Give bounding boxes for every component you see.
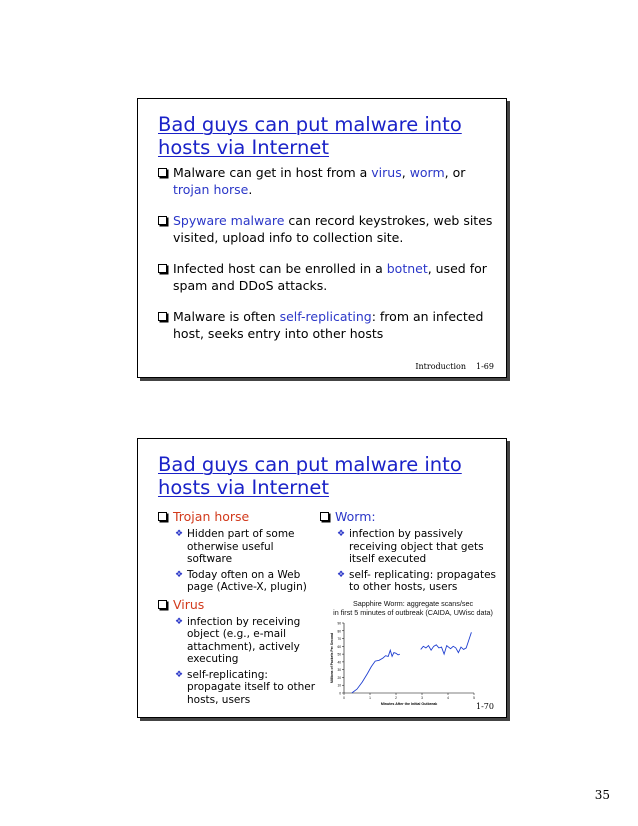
slide-1-70	[137, 438, 507, 718]
sub-list	[335, 528, 503, 594]
y-tick-label: 0	[339, 691, 341, 696]
right-column	[318, 509, 503, 597]
checkbox-bullet-icon	[158, 216, 167, 225]
footer-label: Introduction	[415, 362, 467, 371]
y-tick-label: 30	[337, 668, 341, 673]
topic-heading: Trojan horse	[173, 509, 250, 524]
bullet-item	[156, 165, 501, 198]
bullet-item	[156, 213, 501, 246]
bullet-list	[156, 165, 501, 357]
diamond-bullet-icon: ❖	[337, 529, 346, 539]
checkbox-bullet-icon	[320, 512, 329, 521]
bullet-text: virus	[371, 165, 402, 180]
y-axis-label: Millions of Packets Per Second	[330, 632, 334, 684]
topic-heading: Virus	[173, 596, 205, 612]
bullet-item	[156, 261, 501, 294]
sub-list	[173, 528, 316, 594]
diamond-bullet-icon: ❖	[175, 569, 184, 580]
sub-text: infection by receiving object (e.g., e-mail attachment), actively executing	[187, 615, 301, 665]
sub-text: Hidden part of some otherwise useful software	[187, 528, 295, 565]
checkbox-bullet-icon	[158, 600, 167, 609]
y-tick-label: 40	[337, 660, 341, 665]
sub-item	[173, 528, 316, 566]
bullet-text: Malware can get in host from a	[173, 165, 372, 180]
bullet-text: can record keystrokes, web sites visited, upload info to collection site.	[173, 213, 493, 245]
left-column	[156, 509, 316, 709]
bullet-text: worm	[409, 165, 445, 180]
x-tick-label: 4	[447, 696, 449, 700]
x-tick-label: 0	[343, 696, 345, 700]
sapphire-worm-chart	[324, 599, 502, 719]
diamond-bullet-icon: ❖	[337, 569, 346, 580]
checkbox-bullet-icon	[158, 312, 167, 321]
scan-rate-series-line	[352, 650, 400, 693]
sub-text: infection by passively receiving object that gets itself executed	[349, 528, 484, 565]
topic-item	[318, 509, 503, 594]
y-tick-label: 80	[337, 629, 341, 634]
sub-list	[173, 616, 316, 707]
footer-page: 1-70	[476, 702, 494, 711]
bullet-text: botnet	[386, 261, 428, 276]
x-axis-label: Minutes After the Initial Outbreak	[380, 702, 438, 706]
sub-item	[173, 616, 316, 666]
slide-footer	[405, 362, 494, 371]
bullet-text: , used for spam and DDoS attacks.	[173, 261, 487, 293]
x-tick-label: 1	[369, 696, 371, 700]
footer-page: 1-69	[476, 362, 494, 371]
bullet-text: Spyware malware	[173, 213, 285, 228]
checkbox-bullet-icon	[158, 512, 167, 521]
bullet-text: .	[248, 181, 253, 197]
slide-1-69	[137, 98, 507, 378]
y-tick-label: 50	[337, 652, 341, 657]
bullet-item	[156, 309, 501, 342]
chart-subtitle: in first 5 minutes of outbreak (CAIDA, UWisc data)	[333, 608, 493, 617]
sub-item	[335, 569, 503, 594]
x-tick-label: 5	[473, 696, 475, 700]
x-tick-label: 2	[395, 696, 397, 700]
bullet-text: self-replicating	[279, 309, 372, 324]
diamond-bullet-icon: ❖	[175, 529, 184, 539]
sub-text: self- replicating: propagates to other hosts, users	[349, 568, 496, 593]
chart-title: Sapphire Worm: aggregate scans/sec	[352, 599, 474, 608]
slide-title: Bad guys can put malware into hosts via Internet	[158, 453, 462, 499]
bullet-text: trojan horse	[173, 181, 249, 197]
y-tick-label: 20	[337, 675, 341, 680]
bullet-text: ,	[401, 165, 410, 180]
checkbox-bullet-icon	[158, 264, 167, 273]
y-tick-label: 60	[337, 644, 341, 649]
bullet-text: Infected host can be enrolled in a	[173, 261, 387, 276]
slide-title: Bad guys can put malware into hosts via Internet	[158, 113, 462, 159]
topic-item	[156, 597, 316, 707]
y-tick-label: 90	[337, 621, 341, 626]
sub-item	[173, 669, 316, 707]
checkbox-bullet-icon	[158, 168, 167, 177]
diamond-bullet-icon: ❖	[175, 616, 184, 627]
y-tick-label: 70	[337, 637, 341, 642]
y-tick-label: 10	[337, 683, 341, 688]
topic-heading: Worm:	[335, 509, 376, 524]
sub-item	[335, 528, 503, 566]
topic-item	[156, 509, 316, 594]
x-tick-label: 3	[421, 696, 423, 700]
scan-rate-series-line	[421, 632, 472, 654]
bullet-text: : from an infected host, seeks entry into other hosts	[173, 309, 484, 341]
sub-text: self-replicating: propagate itself to other hosts, users	[187, 668, 316, 706]
bullet-text: Malware is often	[173, 309, 280, 324]
slide-footer	[466, 702, 494, 711]
page-number: 35	[594, 788, 610, 802]
bullet-text: , or	[444, 165, 466, 180]
sub-text: Today often on a Web page (Active-X, plugin)	[187, 568, 307, 593]
diamond-bullet-icon: ❖	[175, 669, 184, 680]
sub-item	[173, 569, 316, 594]
